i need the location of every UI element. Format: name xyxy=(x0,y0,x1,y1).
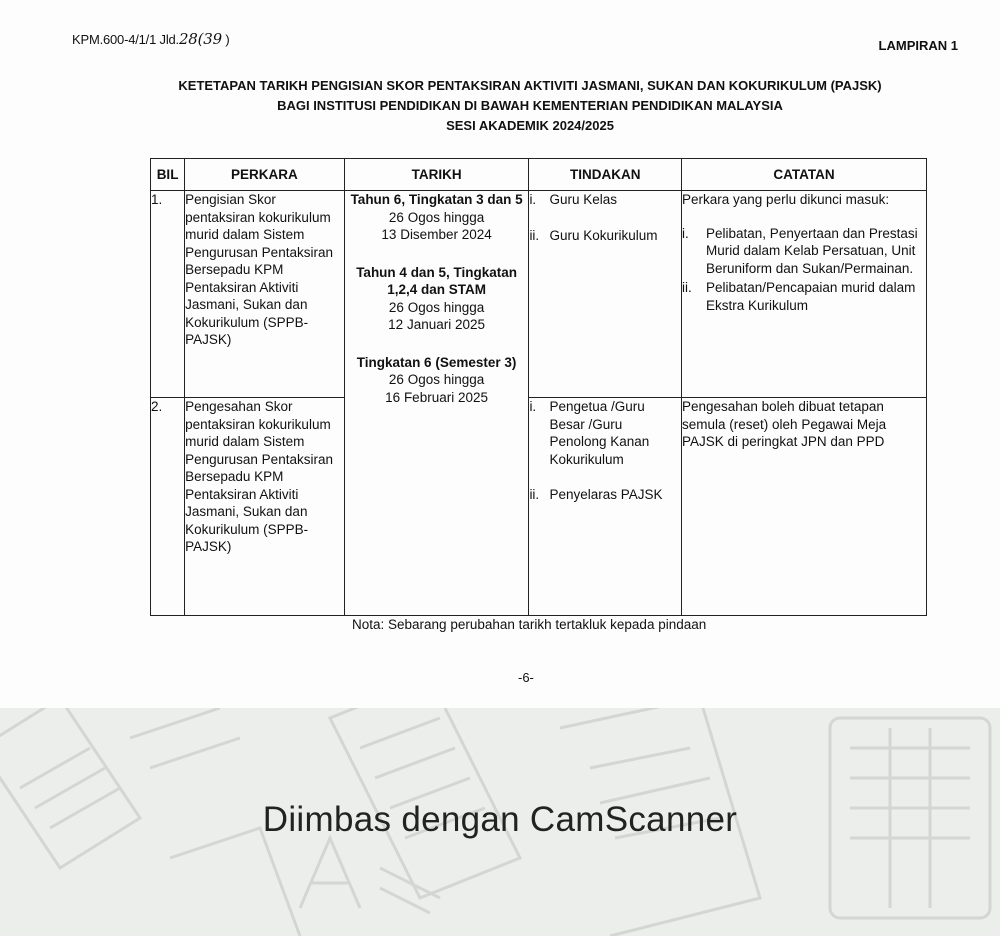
camscanner-watermark-text: Diimbas dengan CamScanner xyxy=(262,800,738,839)
header-tindakan: TINDAKAN xyxy=(529,159,682,191)
table-row xyxy=(151,191,927,398)
handwritten-reference: 28(39 xyxy=(178,30,222,48)
tarikh-group: Tahun 6, Tingkatan 3 dan 5 26 Ogos hingga 13 Disember 2024 xyxy=(350,192,523,242)
row1-catatan: Perkara yang perlu dikunci masuk: i. Pelibatan, Penyertaan dan Prestasi Murid dalam Kelab Persatuan, Unit Beruniform dan Sukan/Permainan. ii. Pelibatan/Pencapaian murid dalam Ekstra Kurikulum xyxy=(682,191,927,398)
header-catatan: CATATAN xyxy=(682,159,927,191)
table-header-row xyxy=(151,159,927,191)
list-item: i. Guru Kelas xyxy=(529,192,617,207)
header-bil: BIL xyxy=(151,159,185,191)
table-note: Nota: Sebarang perubahan tarikh tertakluk kepada pindaan xyxy=(352,617,707,632)
page-number: -6- xyxy=(518,670,534,685)
list-item: ii. Penyelaras PAJSK xyxy=(529,487,663,502)
row1-perkara: Pengisian Skor pentaksiran kokurikulum murid dalam Sistem Pengurusan Pentaksiran Bersepadu KPM Pentaksiran Aktiviti Jasmani, Sukan dan Kokurikulum (SPPB-PAJSK) xyxy=(185,191,345,398)
row2-catatan: Pengesahan boleh dibuat tetapan semula (reset) oleh Pegawai Meja PAJSK di peringkat JPN dan PPD xyxy=(682,398,927,616)
table-row xyxy=(151,398,927,616)
list-item: i. Pengetua /Guru Besar /Guru Penolong Kanan Kokurikulum xyxy=(529,399,650,467)
tarikh-group: Tahun 4 dan 5, Tingkatan 1,2,4 dan STAM 26 Ogos hingga 12 Januari 2025 xyxy=(356,264,517,332)
tarikh-cell xyxy=(344,191,529,616)
list-item: ii. Guru Kokurikulum xyxy=(529,227,658,243)
header-tarikh: TARIKH xyxy=(344,159,529,191)
schedule-table xyxy=(150,158,927,616)
row2-tindakan xyxy=(529,398,682,616)
row2-perkara: Pengesahan Skor pentaksiran kokurikulum murid dalam Sistem Pengurusan Pentaksiran Bersepadu KPM Pentaksiran Aktiviti Jasmani, Sukan dan Kokurikulum (SPPB-PAJSK) xyxy=(185,398,345,616)
document-title: KETETAPAN TARIKH PENGISIAN SKOR PENTAKSIRAN AKTIVITI JASMANI, SUKAN DAN KOKURIKULUM (PAJSK) BAGI INSTITUSI PENDIDIKAN DI BAWAH KEMENTERIAN PENDIDIKAN MALAYSIA SESI AKADEMIK 2024/2025 xyxy=(178,78,882,133)
row1-bil: 1. xyxy=(151,191,185,398)
attachment-label: LAMPIRAN 1 xyxy=(878,38,958,53)
reference-number: KPM.600-4/1/1 Jld.28(39 ) xyxy=(72,30,230,48)
list-item: i. Pelibatan, Penyertaan dan Prestasi Murid dalam Kelab Persatuan, Unit Beruniform dan Sukan/Permainan. xyxy=(682,225,918,276)
header-perkara: PERKARA xyxy=(185,159,345,191)
tarikh-group: Tingkatan 6 (Semester 3) 26 Ogos hingga 16 Februari 2025 xyxy=(356,354,517,405)
row2-bil: 2. xyxy=(151,398,185,616)
row1-tindakan xyxy=(529,191,682,398)
list-item: ii. Pelibatan/Pencapaian murid dalam Ekstra Kurikulum xyxy=(682,280,916,313)
